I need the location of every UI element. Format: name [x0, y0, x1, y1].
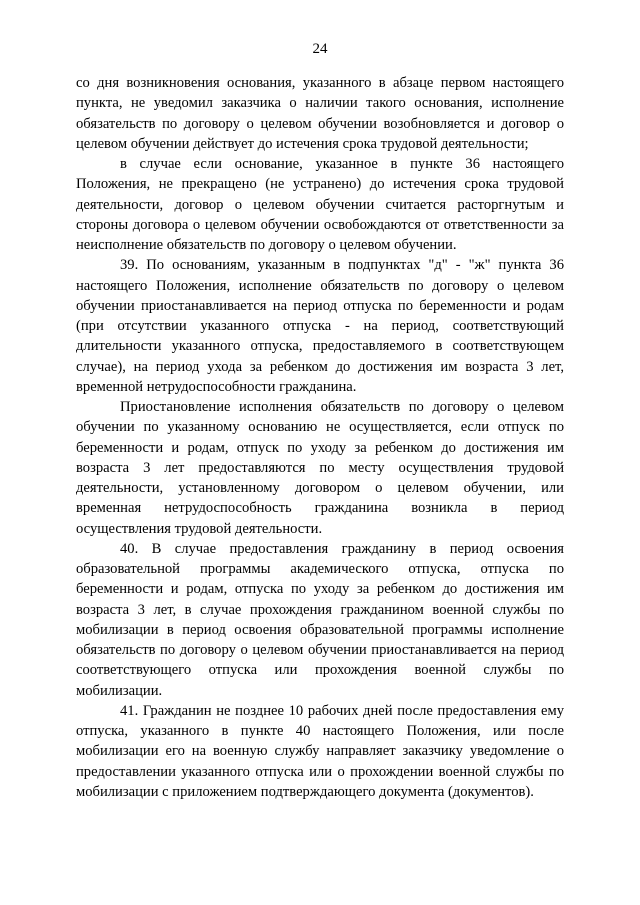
paragraph-suspension-exception: Приостановление исполнения обязательств по договору о целевом обучении по указанному основанию не осуществляется, если отпуск по беременности и родам, отпуск по уходу за ребенком до достижения им возраста 3 лет предоставляются по месту осуществления трудовой деятельности, установленному договором о целевом обучении, или временная нетрудоспособность гражданина возникла в период осуществления трудовой деятельности. — [76, 399, 564, 537]
paragraph-41: 41. Гражданин не позднее 10 рабочих дней после предоставления ему отпуска, указанного в пункте 40 настоящего Положения, или после мобилизации его на военную службу направляет заказчику уведомление о предоставлении указанного отпуска или о прохождении военной службы по мобилизации с приложением подтверждающего документа (документов). — [76, 702, 564, 800]
page-number: 24 — [312, 41, 328, 57]
paragraph-39: 39. По основаниям, указанным в подпунктах "д" - "ж" пункта 36 настоящего Положения, исполнение обязательств по договору о целевом обучении приостанавливается на период отпуска по беременности и родам (при отсутствии указанного отпуска - на период, соответствующий длительности указанного отпуска, предоставляемого в соответствующем случае), на период ухода за ребенком до достижения им возраста 3 лет, временной нетрудоспособности гражданина. — [76, 257, 564, 395]
paragraph-continuation: со дня возникновения основания, указанного в абзаце первом настоящего пункта, не уведомил заказчика о наличии такого основания, исполнение обязательств по договору о целевом обучении возобновляется и договор о целевом обучении действует до истечения срока трудовой деятельности; — [76, 75, 564, 152]
paragraph-40: 40. В случае предоставления гражданину в период освоения образовательной программы академического отпуска, отпуска по беременности и родам, отпуска по уходу за ребенком до достижения им возраста 3 лет, в случае прохождения гражданином военной службы по мобилизации в период освоения образовательной программы исполнение обязательств по договору о целевом обучении приостанавливается на период соответствующего отпуска или прохождения военной службы по мобилизации. — [76, 540, 564, 699]
document-body — [76, 73, 564, 802]
paragraph-term-expiry: в случае если основание, указанное в пункте 36 настоящего Положения, не прекращено (не устранено) до истечения срока трудовой деятельности, договор о целевом обучении считается расторгнутым и стороны договора о целевом обучении освобождаются от ответственности за неисполнение обязательств по договору о целевом обучении. — [76, 156, 564, 253]
